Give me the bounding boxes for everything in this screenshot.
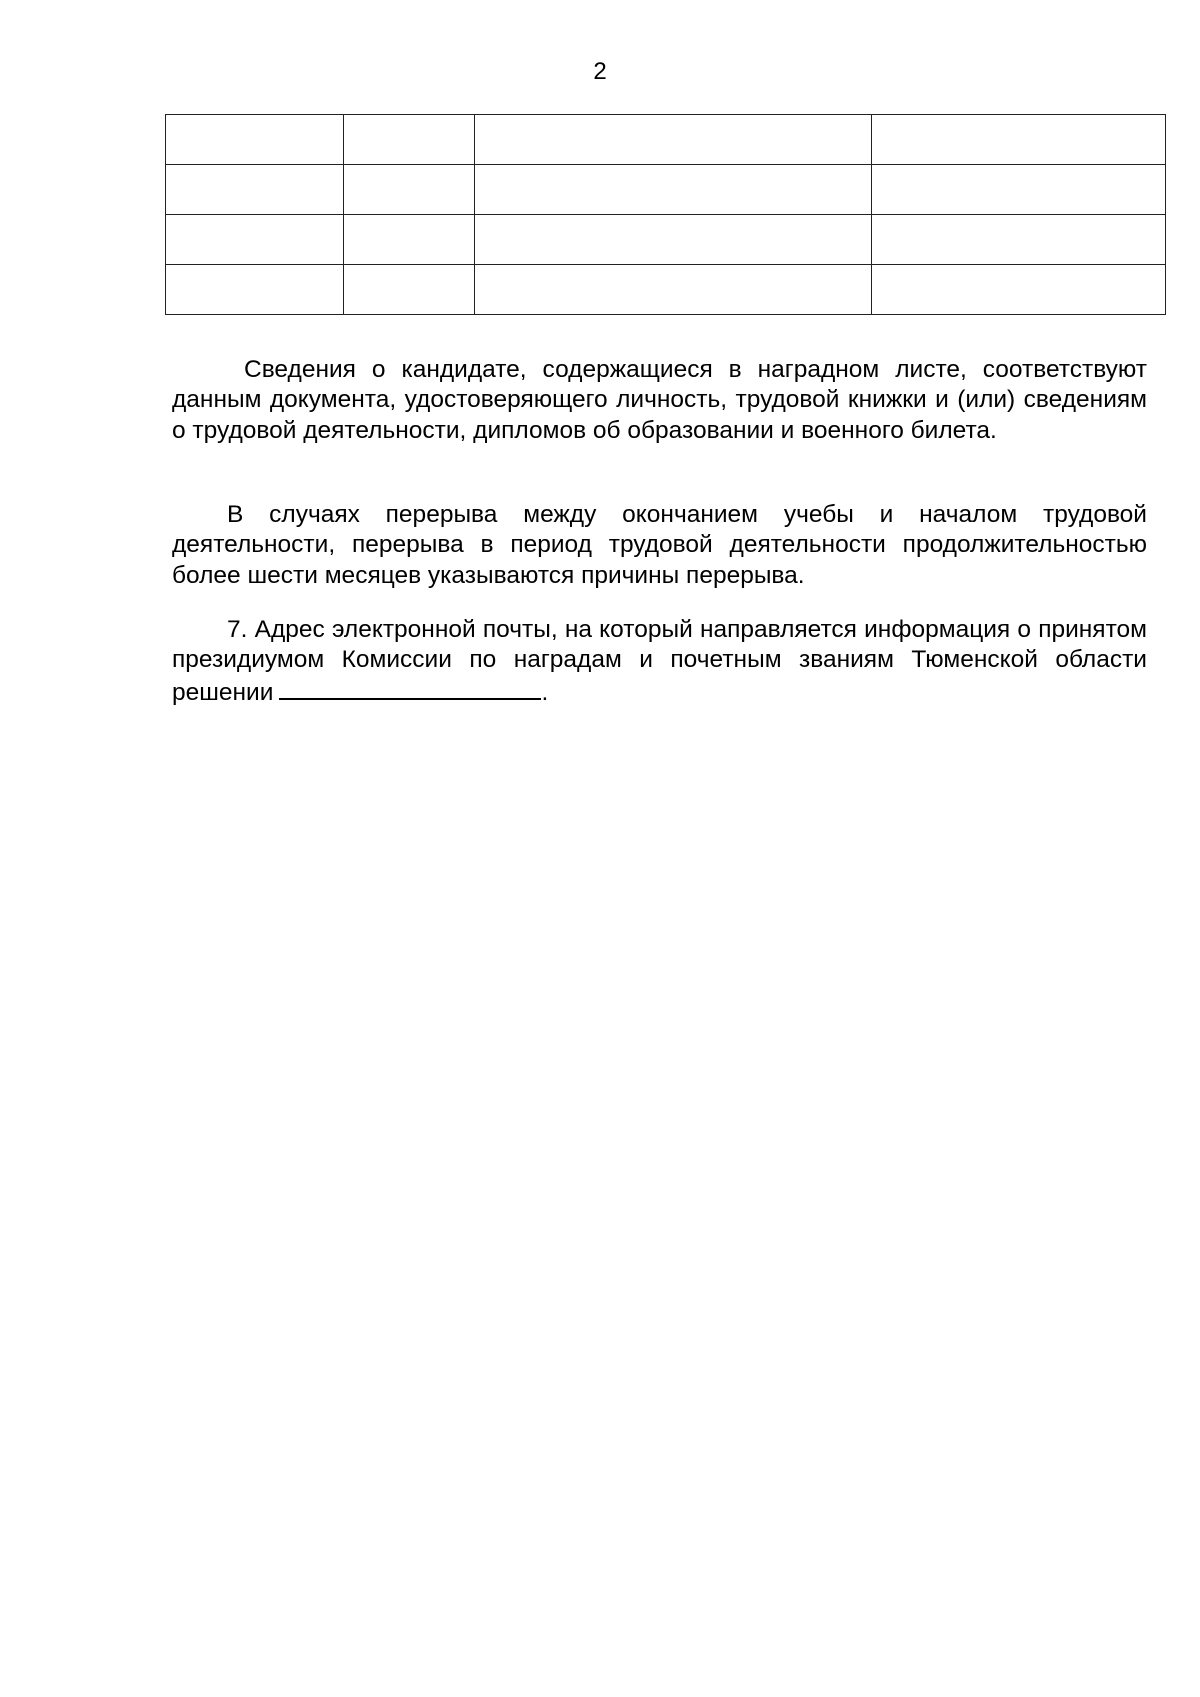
table-cell[interactable] [344, 115, 475, 165]
paragraph-work-break: В случаях перерыва между окончанием учебы и началом трудовой деятельности, перерыва в период трудовой деятельности продолжительностью более шести месяцев указываются причины перерыва. [172, 501, 1147, 589]
email-blank-field[interactable] [279, 676, 541, 700]
table-row [166, 165, 1166, 215]
table-cell[interactable] [344, 165, 475, 215]
table-cell[interactable] [166, 265, 344, 315]
table-cell[interactable] [872, 165, 1166, 215]
table-cell[interactable] [872, 215, 1166, 265]
table-cell[interactable] [475, 265, 872, 315]
table-cell[interactable] [475, 115, 872, 165]
paragraph-email-address [172, 615, 1147, 708]
table-cell[interactable] [872, 115, 1166, 165]
table-cell[interactable] [475, 165, 872, 215]
email-paragraph-end: . [541, 678, 549, 706]
table-cell[interactable] [166, 115, 344, 165]
table-cell[interactable] [344, 215, 475, 265]
table-cell[interactable] [475, 215, 872, 265]
paragraph-candidate-info: Сведения о кандидате, содержащиеся в наградном листе, соответствуют данным документа, удостоверяющего личность, трудовой книжки и (или) сведениям о трудовой деятельности, дипломов об образовании и военного билета. [172, 356, 1147, 444]
table-row [166, 115, 1166, 165]
page-number: 2 [593, 58, 607, 85]
table-cell[interactable] [166, 215, 344, 265]
table-row [166, 215, 1166, 265]
table-row [166, 265, 1166, 315]
table-cell[interactable] [872, 265, 1166, 315]
email-paragraph-text: 7. Адрес электронной почты, на который направляется информация о принятом президиумом Комиссии по наградам и почетным званиям Тюменской области решении [172, 616, 1147, 706]
table-cell[interactable] [166, 165, 344, 215]
table-cell[interactable] [344, 265, 475, 315]
blank-table [165, 114, 1166, 315]
